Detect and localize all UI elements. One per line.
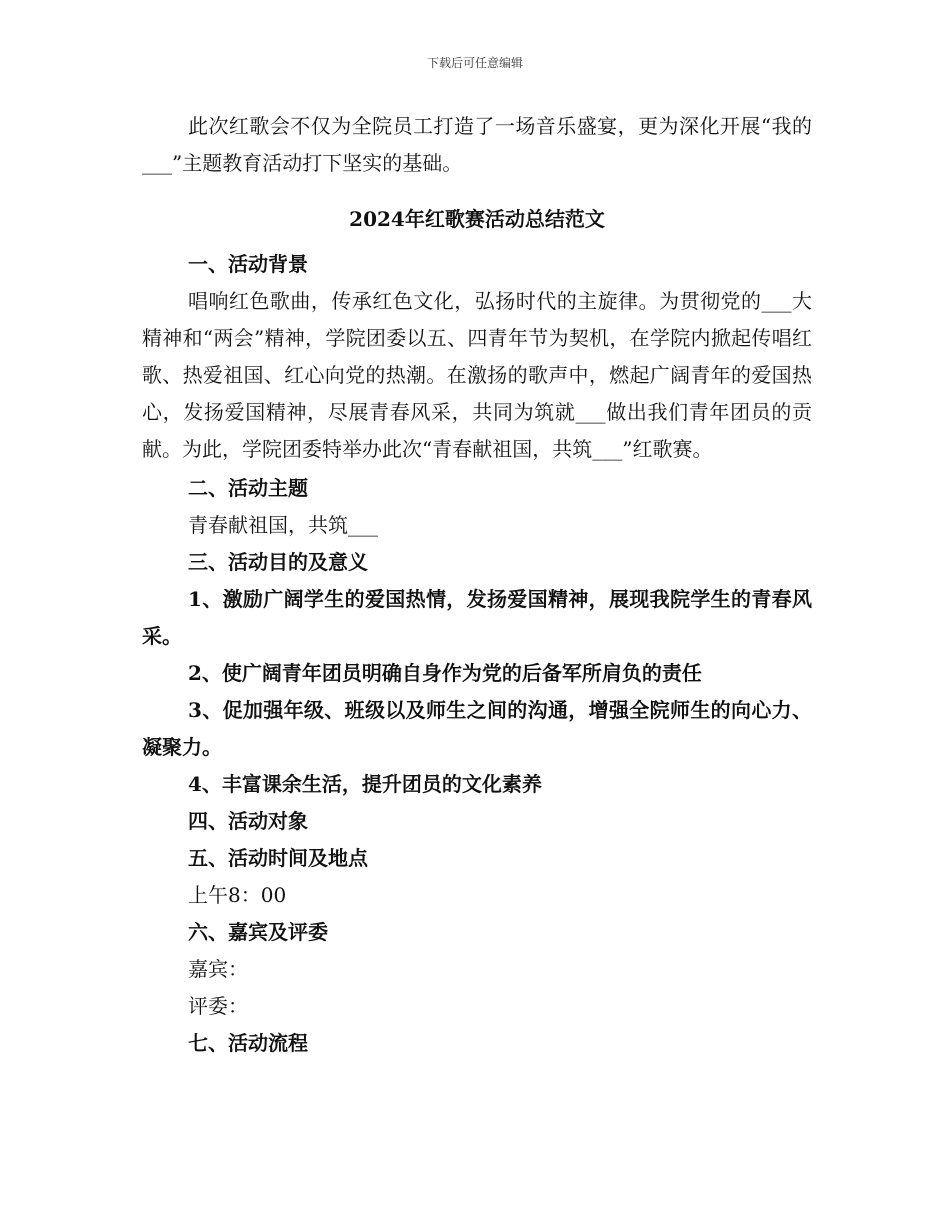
section-heading-purpose: 三、活动目的及意义 — [188, 550, 368, 574]
guest-label: 嘉宾： — [188, 957, 248, 981]
time-text: 上午8：00 — [188, 883, 287, 907]
section-heading-process: 七、活动流程 — [188, 1031, 308, 1055]
purpose-item-4: 4、丰富课余生活，提升团员的文化素养 — [188, 772, 542, 796]
document-body — [142, 108, 812, 1062]
document-title: 2024年红歌赛活动总结范文 — [349, 207, 605, 231]
section-heading-audience: 四、活动对象 — [188, 809, 308, 833]
background-paragraph: 唱响红色歌曲，传承红色文化，弘扬时代的主旋律。为贯彻党的___大精神和“两会”精神，学院团委以五、四青年节为契机，在学院内掀起传唱红歌、热爱祖国、红心向党的热潮。在激扬的歌声中，燃起广阔青年的爱国热心，发扬爱国精神，尽展青春风采，共同为筑就___做出我们青年团员的贡献。为此，学院团委特举办此次“青春献祖国，共筑___”红歌赛。 — [142, 289, 812, 461]
page-header: 下载后可任意编辑 — [426, 56, 523, 70]
judge-label: 评委： — [188, 994, 248, 1018]
intro-paragraph: 此次红歌会不仅为全院员工打造了一场音乐盛宴，更为深化开展“我的___”主题教育活动打下坚实的基础。 — [142, 114, 812, 175]
section-heading-background: 一、活动背景 — [188, 252, 308, 276]
purpose-item-2: 2、使广阔青年团员明确自身作为党的后备军所肩负的责任 — [188, 661, 702, 685]
section-heading-time-place: 五、活动时间及地点 — [188, 846, 368, 870]
purpose-item-1: 1、激励广阔学生的爱国热情，发扬爱国精神，展现我院学生的青春风采。 — [142, 587, 812, 648]
section-heading-guests-judges: 六、嘉宾及评委 — [188, 920, 328, 944]
section-heading-theme: 二、活动主题 — [188, 476, 308, 500]
purpose-item-3: 3、促加强年级、班级以及师生之间的沟通，增强全院师生的向心力、凝聚力。 — [142, 698, 812, 759]
theme-text: 青春献祖国，共筑___ — [188, 513, 378, 537]
